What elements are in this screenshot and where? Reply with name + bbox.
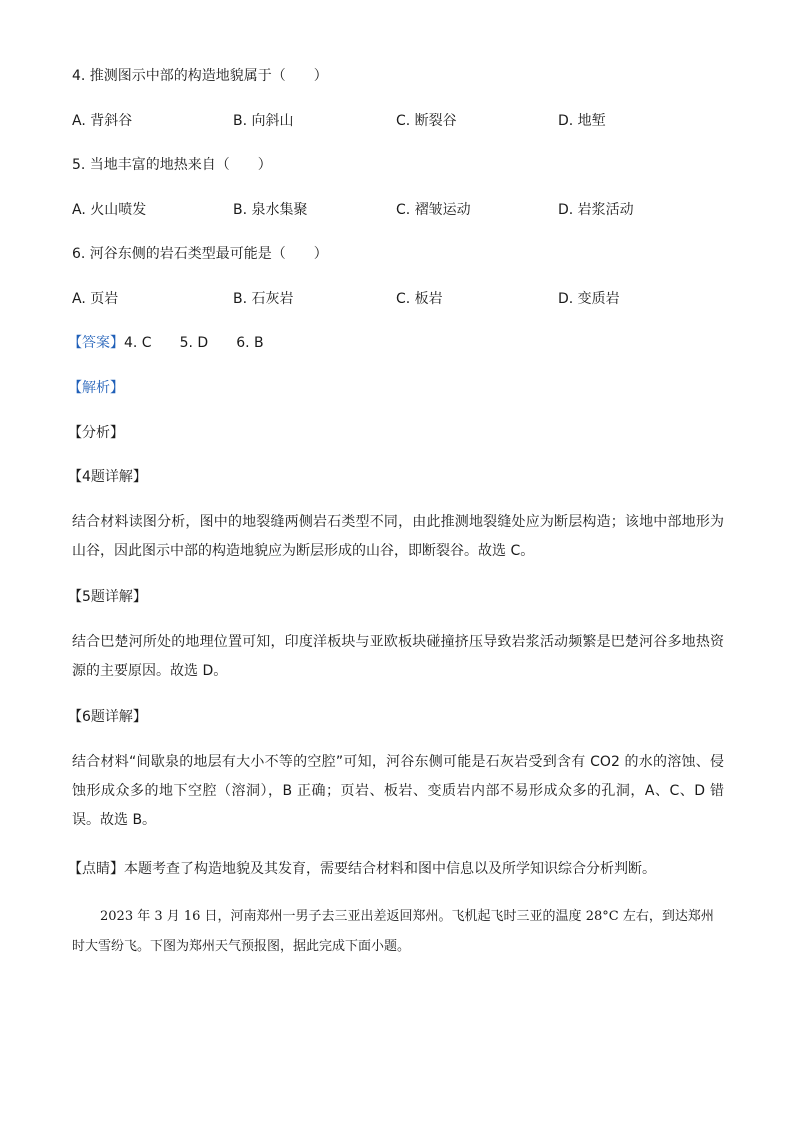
q5-option-a: A. 火山喷发	[72, 202, 147, 218]
question-4-stem: 4. 推测图示中部的构造地貌属于（ ）	[72, 68, 328, 84]
answer-4: 4. C	[124, 335, 152, 351]
q5-option-d: D. 岩浆活动	[558, 202, 634, 218]
question-5-stem: 5. 当地丰富的地热来自（ ）	[72, 157, 272, 173]
detail-6-heading: 【6题详解】	[68, 709, 147, 725]
q6-option-d: D. 变质岩	[558, 291, 620, 307]
dianjing-tag: 【点睛】	[68, 861, 124, 877]
detail-4-heading: 【4题详解】	[68, 469, 147, 485]
fenxi-heading: 【分析】	[68, 425, 124, 441]
answer-5: 5. D	[179, 335, 209, 351]
q5-option-b: B. 泉水集聚	[233, 202, 308, 218]
q5-option-c: C. 褶皱运动	[396, 202, 471, 218]
answer-6: 6. B	[236, 335, 264, 351]
detail-5-text: 结合巴楚河所处的地理位置可知，印度洋板块与亚欧板块碰撞挤压导致岩浆活动频繁是巴楚河谷多地热资源的主要原因。故选 D。	[72, 634, 724, 679]
analysis-heading: 【解析】	[68, 380, 124, 396]
q6-option-b: B. 石灰岩	[233, 291, 294, 307]
q4-option-c: C. 断裂谷	[396, 113, 457, 129]
detail-4-text: 结合材料读图分析，图中的地裂缝两侧岩石类型不同，由此推测地裂缝处应为断层构造；该地中部地形为山谷，因此图示中部的构造地貌应为断层形成的山谷，即断裂谷。故选 C。	[72, 514, 724, 559]
dianjing-line	[68, 859, 656, 879]
dianjing-text: 本题考查了构造地貌及其发育，需要结合材料和图中信息以及所学知识综合分析判断。	[124, 861, 656, 877]
q6-option-a: A. 页岩	[72, 291, 119, 307]
q4-option-a: A. 背斜谷	[72, 113, 133, 129]
material-paragraph: 2023 年 3 月 16 日，河南郑州一男子去三亚出差返回郑州。飞机起飞时三亚的温度 28°C 左右，到达郑州时大雪纷飞。下图为郑州天气预报图，据此完成下面小题。	[72, 909, 714, 954]
q6-option-c: C. 板岩	[396, 291, 443, 307]
detail-5-heading: 【5题详解】	[68, 589, 147, 605]
question-6-stem: 6. 河谷东侧的岩石类型最可能是（ ）	[72, 246, 328, 262]
detail-6-text: 结合材料“间歇泉的地层有大小不等的空腔”可知，河谷东侧可能是石灰岩受到含有 CO2 的水的溶蚀、侵蚀形成众多的地下空腔（溶洞），B 正确；页岩、板岩、变质岩内部不易形成众多的孔洞，A、C、D 错误。故选 B。	[72, 754, 724, 828]
q4-option-b: B. 向斜山	[233, 113, 294, 129]
answer-tag: 【答案】	[68, 335, 124, 351]
answer-line	[68, 333, 264, 353]
q4-option-d: D. 地堑	[558, 113, 606, 129]
